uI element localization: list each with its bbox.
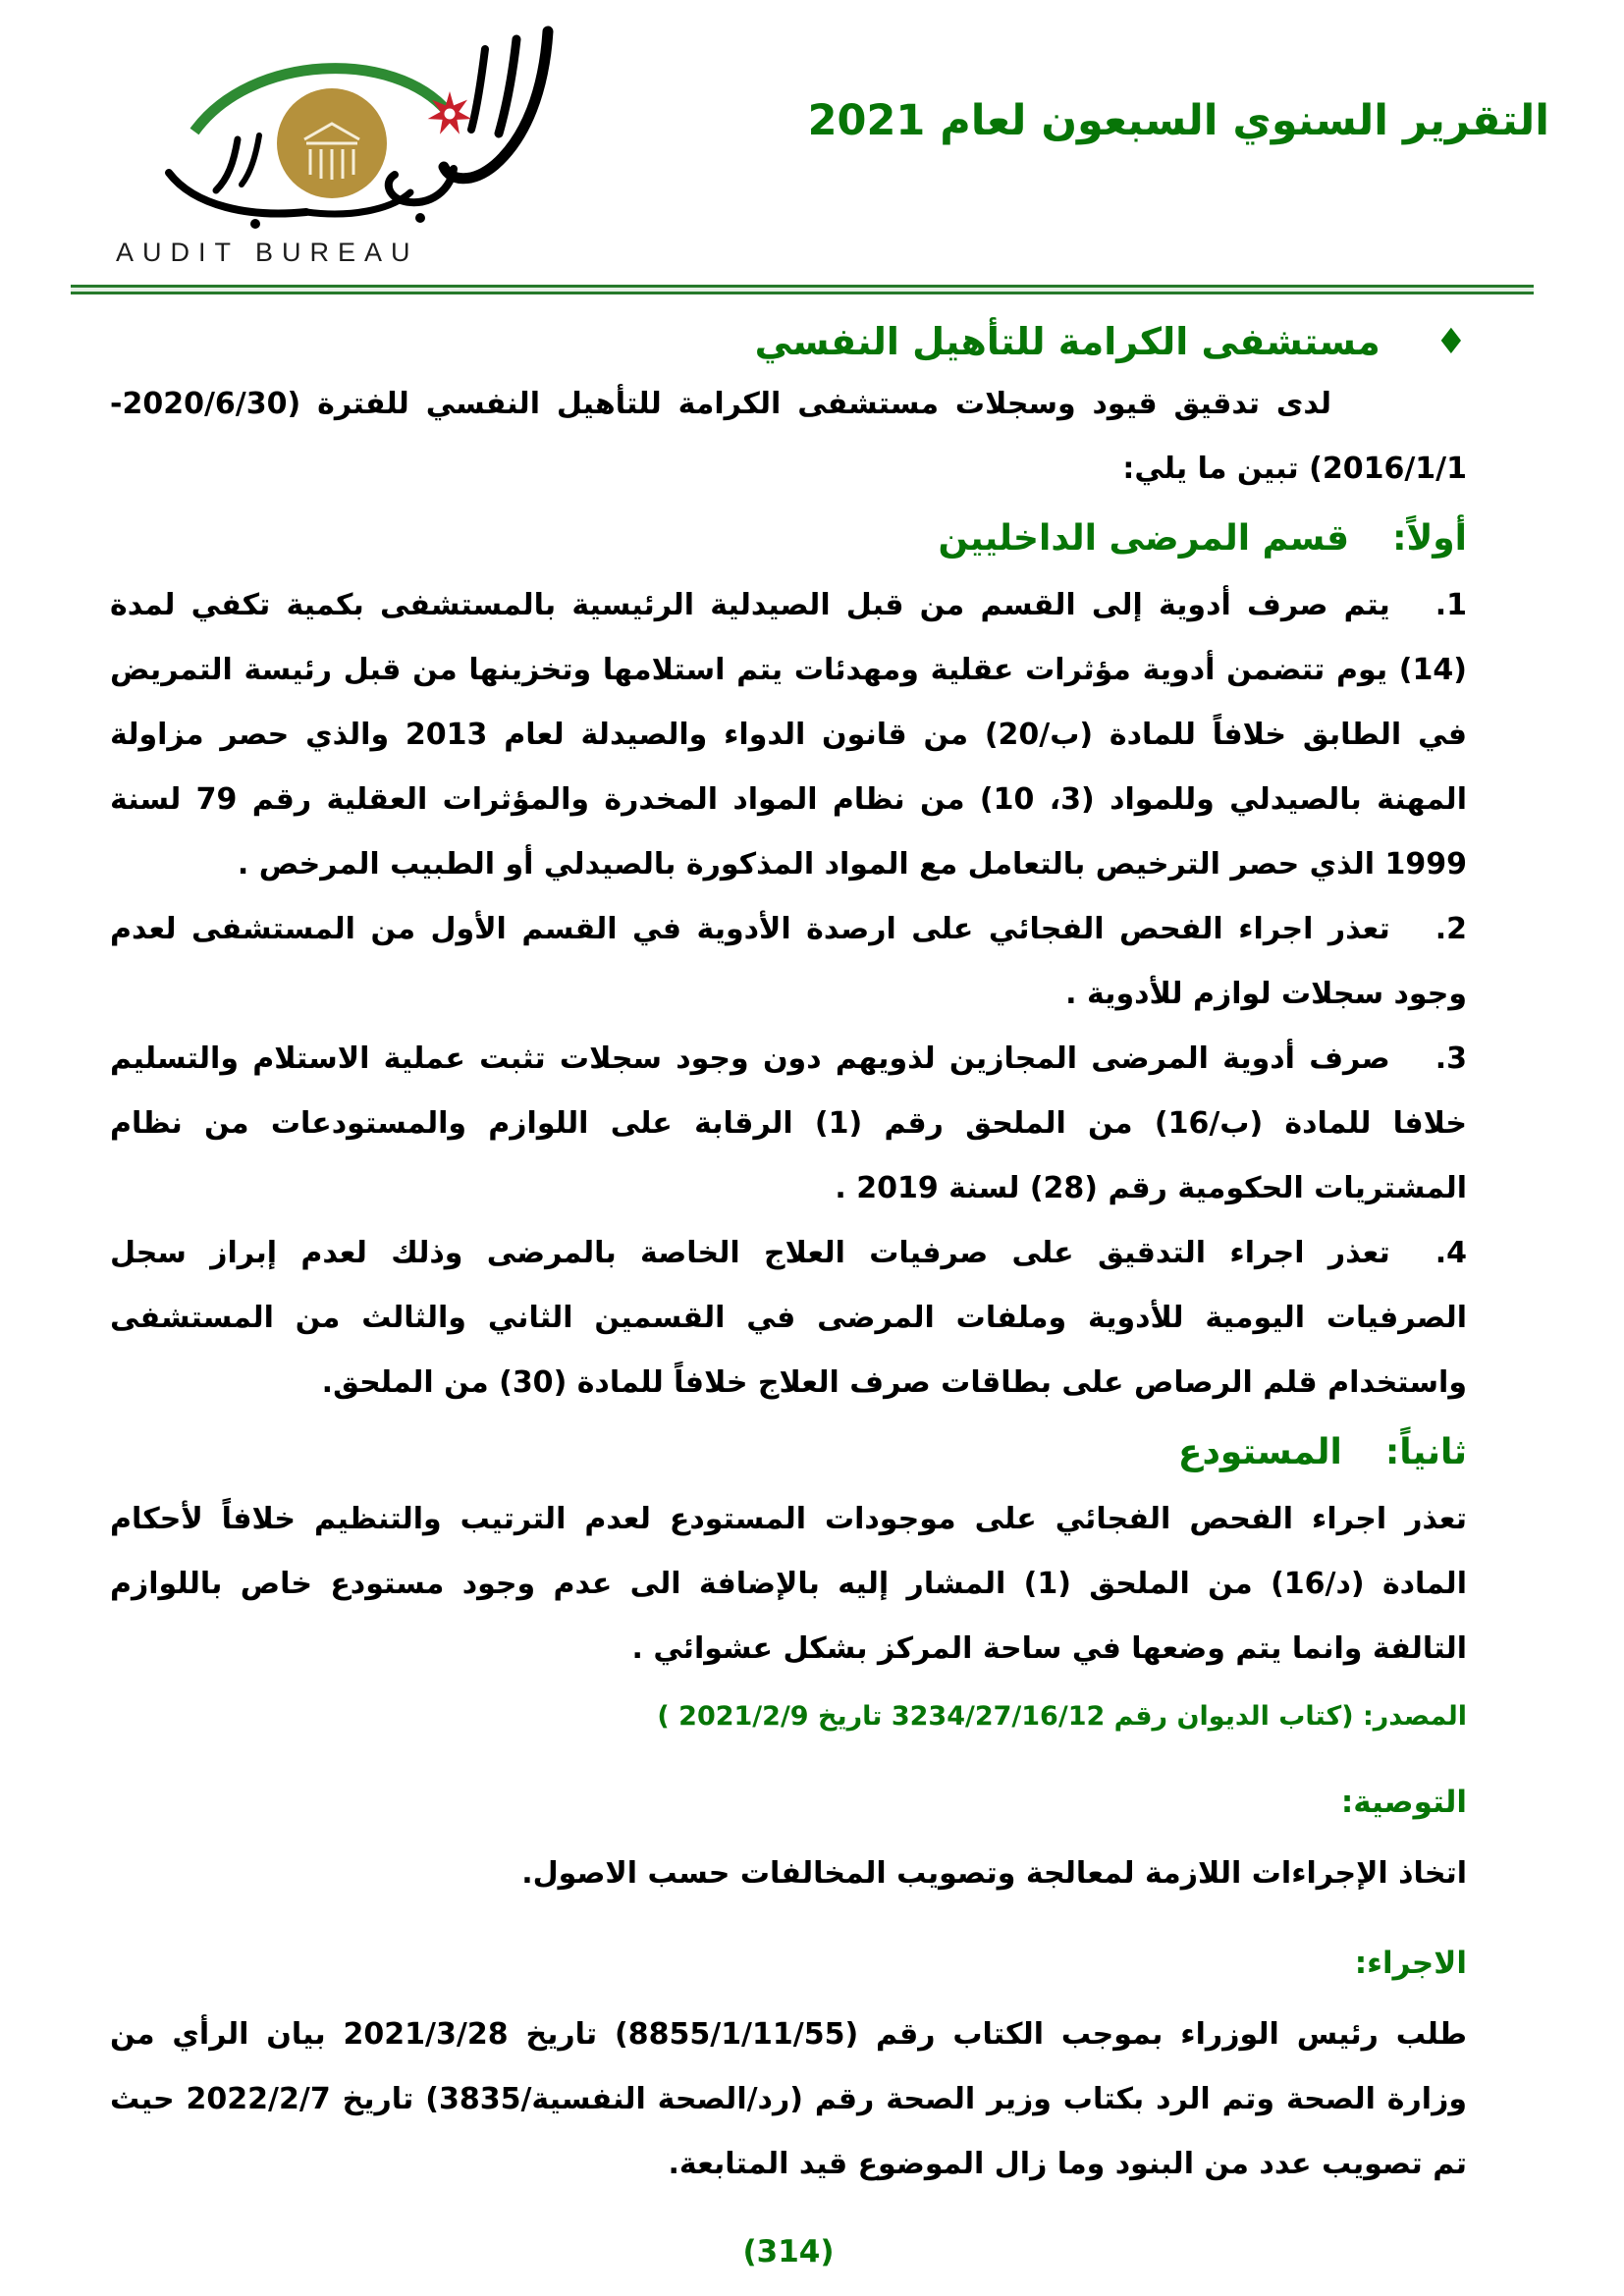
- subsection-first-label: أولاً:: [1392, 518, 1467, 559]
- list-item-text: يتم صرف أدوية إلى القسم من قبل الصيدلية الرئيسية بالمستشفى بكمية تكفي لمدة (14) يوم تتضمن أدوية مؤثرات عقلية ومهدئات يتم استلامها وتخزينها من قبل رئيسة التمريض في الطابق خلافاً للمادة (ب/20) من قانون الدواء والصيدلة لعام 2013 والذي حصر مزاولة المهنة بالصيدلي وللمواد (3، 10) من نظام المواد المخدرة والمؤثرات العقلية رقم 79 لسنة 1999 الذي حصر الترخيص بالتعامل مع المواد المذكورة بالصيدلي أو الطبيب المرخص .: [110, 587, 1467, 881]
- subsection-second-label: ثانياً:: [1384, 1431, 1467, 1472]
- subsection-first-heading: [110, 507, 1467, 571]
- report-body: [0, 314, 1624, 2286]
- list-item: [110, 1221, 1467, 1415]
- list-item-number: 4.: [1435, 1235, 1467, 1270]
- page-number: (314): [742, 2234, 835, 2270]
- subsection-first-title: قسم المرضى الداخليين: [938, 518, 1350, 559]
- list-item-text: تعذر اجراء الفحص الفجائي على ارصدة الأدوية في القسم الأول من المستشفى لعدم وجود سجلات لوازم للأدوية .: [110, 911, 1467, 1011]
- warehouse-paragraph: تعذر اجراء الفحص الفجائي على موجودات المستودع لعدم الترتيب والتنظيم خلافاً لأحكام المادة (د/16) من الملحق (1) المشار إليه بالإضافة الى عدم وجود مستودع خاص باللوازم التالفة وانما يتم وضعها في ساحة المركز بشكل عشوائي .: [110, 1501, 1467, 1666]
- action-text: طلب رئيس الوزراء بموجب الكتاب رقم (8855/1/11/55) تاريخ 2021/3/28 بيان الرأي من وزارة الصحة وتم الرد بكتاب وزير الصحة رقم (رد/الصحة النفسية/3835) تاريخ 2022/2/7 حيث تم تصويب عدد من البنود وما زال الموضوع قيد المتابعة.: [110, 2017, 1468, 2182]
- recommendation-text: اتخاذ الإجراءات اللازمة لمعالجة وتصويب المخالفات حسب الاصول.: [521, 1856, 1467, 1892]
- subsection-second-heading: [110, 1421, 1467, 1485]
- audit-bureau-logo: [104, 26, 569, 268]
- recommendation-heading: التوصية:: [1340, 1784, 1467, 1820]
- logo-calligraphy-graphic: [104, 26, 569, 234]
- logo-brand-text: AUDIT BUREAU: [116, 238, 419, 267]
- section-heading: [110, 314, 1467, 370]
- list-item-text: صرف أدوية المرضى المجازين لذويهم دون وجود سجلات تثبت عملية الاستلام والتسليم خلافا للمادة (ب/16) من الملحق رقم (1) الرقابة على اللوازم والمستودعات من نظام المشتريات الحكومية رقم (28) لسنة 2019 .: [110, 1041, 1467, 1205]
- diamond-bullet-icon: ♦: [1435, 321, 1467, 362]
- header-divider: [71, 285, 1534, 294]
- list-item: [110, 1027, 1467, 1221]
- list-item-number: 3.: [1435, 1041, 1467, 1076]
- action-heading: الاجراء:: [1354, 1946, 1467, 1982]
- source-line: المصدر: (كتاب الديوان رقم 3234/27/16/12 تاريخ 2021/2/9 ): [657, 1700, 1467, 1732]
- list-item-number: 1.: [1435, 587, 1467, 622]
- petra-medallion-icon: [277, 88, 387, 198]
- list-item-text: تعذر اجراء التدقيق على صرفيات العلاج الخاصة بالمرضى وذلك لعدم إبراز سجل الصرفيات اليومية للأدوية وملفات المرضى في القسمين الثاني والثالث من المستشفى واستخدام قلم الرصاص على بطاقات صرف العلاج خلافاً للمادة (30) من الملحق.: [110, 1235, 1467, 1400]
- report-title: التقرير السنوي السبعون لعام 2021: [807, 96, 1549, 145]
- section-title: مستشفى الكرامة للتأهيل النفسي: [754, 320, 1380, 363]
- findings-list: [110, 573, 1467, 1415]
- subsection-second-title: المستودع: [1177, 1431, 1342, 1472]
- section-intro: لدى تدقيق قيود وسجلات مستشفى الكرامة للتأهيل النفسي للفترة (2020/6/30-2016/1/1) تبين ما يلي:: [110, 387, 1467, 486]
- page-header: [0, 0, 1624, 285]
- list-item: [110, 897, 1467, 1027]
- list-item: [110, 573, 1467, 897]
- list-item-number: 2.: [1435, 911, 1467, 946]
